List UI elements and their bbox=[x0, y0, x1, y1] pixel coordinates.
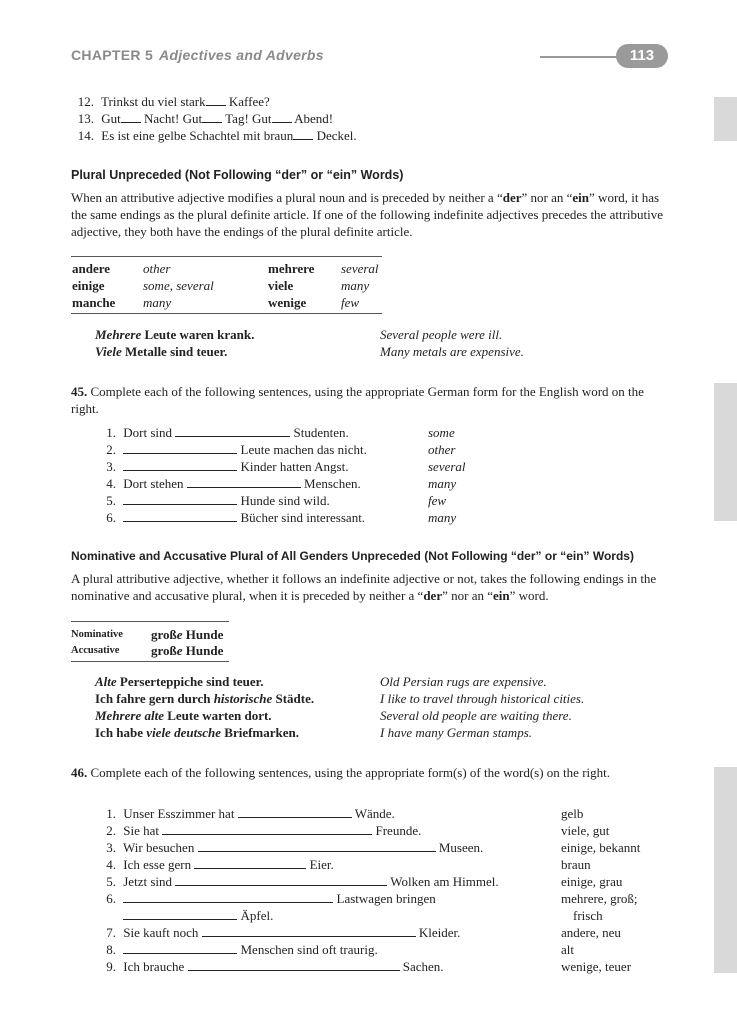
example-translation: Several old people are waiting there. bbox=[380, 708, 572, 723]
exercise-item: 4. Ich esse gern Eier. bbox=[106, 857, 334, 872]
example-sentence: Ich habe viele deutsche Briefmarken. bbox=[95, 725, 300, 740]
thumb-tab bbox=[714, 383, 737, 521]
exercise-item: 6. Bücher sind interessant. bbox=[106, 510, 366, 525]
hint: frisch bbox=[573, 908, 603, 923]
hint: gelb bbox=[561, 806, 584, 821]
hint: other bbox=[428, 442, 456, 457]
list-item: 13. Gut Nacht! Gut Tag! Gut Abend! bbox=[77, 111, 334, 126]
table-rule bbox=[71, 621, 229, 622]
example-sentence: Alte Perserteppiche sind teuer. bbox=[95, 674, 264, 689]
exercise-item: 5. Jetzt sind Wolken am Himmel. bbox=[106, 874, 499, 889]
exercise-instruction: 46. Complete each of the following sentences, using the appropriate form(s) of the word(s) on the right. bbox=[71, 765, 610, 780]
answer-blank[interactable] bbox=[123, 892, 333, 903]
example-translation: I like to travel through historical cities. bbox=[380, 691, 585, 706]
example-sentence: Viele Metalle sind teuer. bbox=[95, 344, 228, 359]
exercise-item: 3. Wir besuchen Museen. bbox=[106, 840, 484, 855]
exercise-item: 8. Menschen sind oft traurig. bbox=[106, 942, 378, 957]
exercise-item: 7. Sie kauft noch Kleider. bbox=[106, 925, 461, 940]
thumb-tab bbox=[714, 97, 737, 141]
answer-blank[interactable] bbox=[123, 909, 237, 920]
exercise-item: 4. Dort stehen Menschen. bbox=[106, 476, 361, 491]
example-translation: I have many German stamps. bbox=[380, 725, 533, 740]
hint: viele, gut bbox=[561, 823, 610, 838]
answer-blank[interactable] bbox=[188, 960, 400, 971]
chapter-label: CHAPTER 5 bbox=[71, 47, 154, 63]
exercise-item: Äpfel. bbox=[94, 908, 273, 924]
answer-blank[interactable] bbox=[123, 460, 237, 471]
example-translation: Old Persian rugs are expensive. bbox=[380, 674, 547, 689]
hint: wenige, teuer bbox=[561, 959, 632, 974]
hint: many bbox=[428, 510, 457, 525]
hint: braun bbox=[561, 857, 591, 872]
answer-blank[interactable] bbox=[123, 494, 237, 505]
answer-blank[interactable] bbox=[123, 943, 237, 954]
section-paragraph: A plural attributive adjective, whether it follows an indefinite adjective or not, takes the following endings in the nominative and accusative plural, when it is preceded by neither a “der” nor an “ein” word. bbox=[71, 571, 657, 603]
hint: alt bbox=[561, 942, 574, 957]
chapter-header bbox=[71, 47, 324, 63]
table-rule bbox=[71, 256, 382, 257]
answer-blank[interactable] bbox=[162, 824, 372, 835]
answer-blank[interactable] bbox=[123, 511, 237, 522]
answer-blank[interactable] bbox=[187, 477, 301, 488]
answer-blank[interactable] bbox=[194, 858, 306, 869]
hint: some bbox=[428, 425, 455, 440]
exercise-item: 1. Dort sind Studenten. bbox=[106, 425, 349, 440]
chapter-title: Adjectives and Adverbs bbox=[159, 47, 324, 63]
section-heading: Plural Unpreceded (Not Following “der” or “ein” Words) bbox=[71, 168, 404, 182]
answer-blank[interactable] bbox=[198, 841, 436, 852]
exercise-item: 6. Lastwagen bringen bbox=[106, 891, 436, 906]
hint: many bbox=[428, 476, 457, 491]
exercise-item: 9. Ich brauche Sachen. bbox=[106, 959, 444, 974]
hint: einige, grau bbox=[561, 874, 623, 889]
exercise-item: 3. Kinder hatten Angst. bbox=[106, 459, 349, 474]
hint: mehrere, groß; bbox=[561, 891, 638, 906]
section-heading: Nominative and Accusative Plural of All Genders Unpreceded (Not Following “der” or “ein” Words) bbox=[71, 549, 634, 563]
exercise-item: 5. Hunde sind wild. bbox=[106, 493, 330, 508]
example-sentence: Mehrere Leute waren krank. bbox=[95, 327, 255, 342]
table-rule bbox=[71, 313, 382, 314]
thumb-tab bbox=[714, 767, 737, 973]
table-rule bbox=[71, 661, 229, 662]
example-sentence: Mehrere alte Leute warten dort. bbox=[95, 708, 272, 723]
example-translation: Many metals are expensive. bbox=[380, 344, 524, 359]
hint: few bbox=[428, 493, 447, 508]
answer-blank[interactable] bbox=[123, 443, 237, 454]
exercise-item: 1. Unser Esszimmer hat Wände. bbox=[106, 806, 395, 821]
answer-blank[interactable] bbox=[202, 926, 416, 937]
exercise-instruction: 45. Complete each of the following sentences, using the appropriate German form for the English word on the right. bbox=[71, 384, 644, 416]
exercise-item: 2. Sie hat Freunde. bbox=[106, 823, 422, 838]
answer-blank[interactable] bbox=[175, 426, 290, 437]
page-number: 113 bbox=[616, 44, 668, 68]
example-translation: Several people were ill. bbox=[380, 327, 503, 342]
list-item: 14. Es ist eine gelbe Schachtel mit braun Deckel. bbox=[77, 128, 357, 143]
hint: andere, neu bbox=[561, 925, 621, 940]
hint: several bbox=[428, 459, 466, 474]
exercise-item: 2. Leute machen das nicht. bbox=[106, 442, 367, 457]
answer-blank[interactable] bbox=[238, 807, 352, 818]
answer-blank[interactable] bbox=[175, 875, 387, 886]
hint: einige, bekannt bbox=[561, 840, 641, 855]
example-sentence: Ich fahre gern durch historische Städte. bbox=[95, 691, 315, 706]
list-item: 12. Trinkst du viel stark Kaffee? bbox=[77, 94, 270, 109]
section-paragraph: When an attributive adjective modifies a plural noun and is preceded by neither a “der” nor an “ein” word, it has the same endings as the plural definite article. If one of the following indefinite adjectives precedes the attributive adjective, they both have the endings of the plural definite article. bbox=[71, 190, 664, 239]
